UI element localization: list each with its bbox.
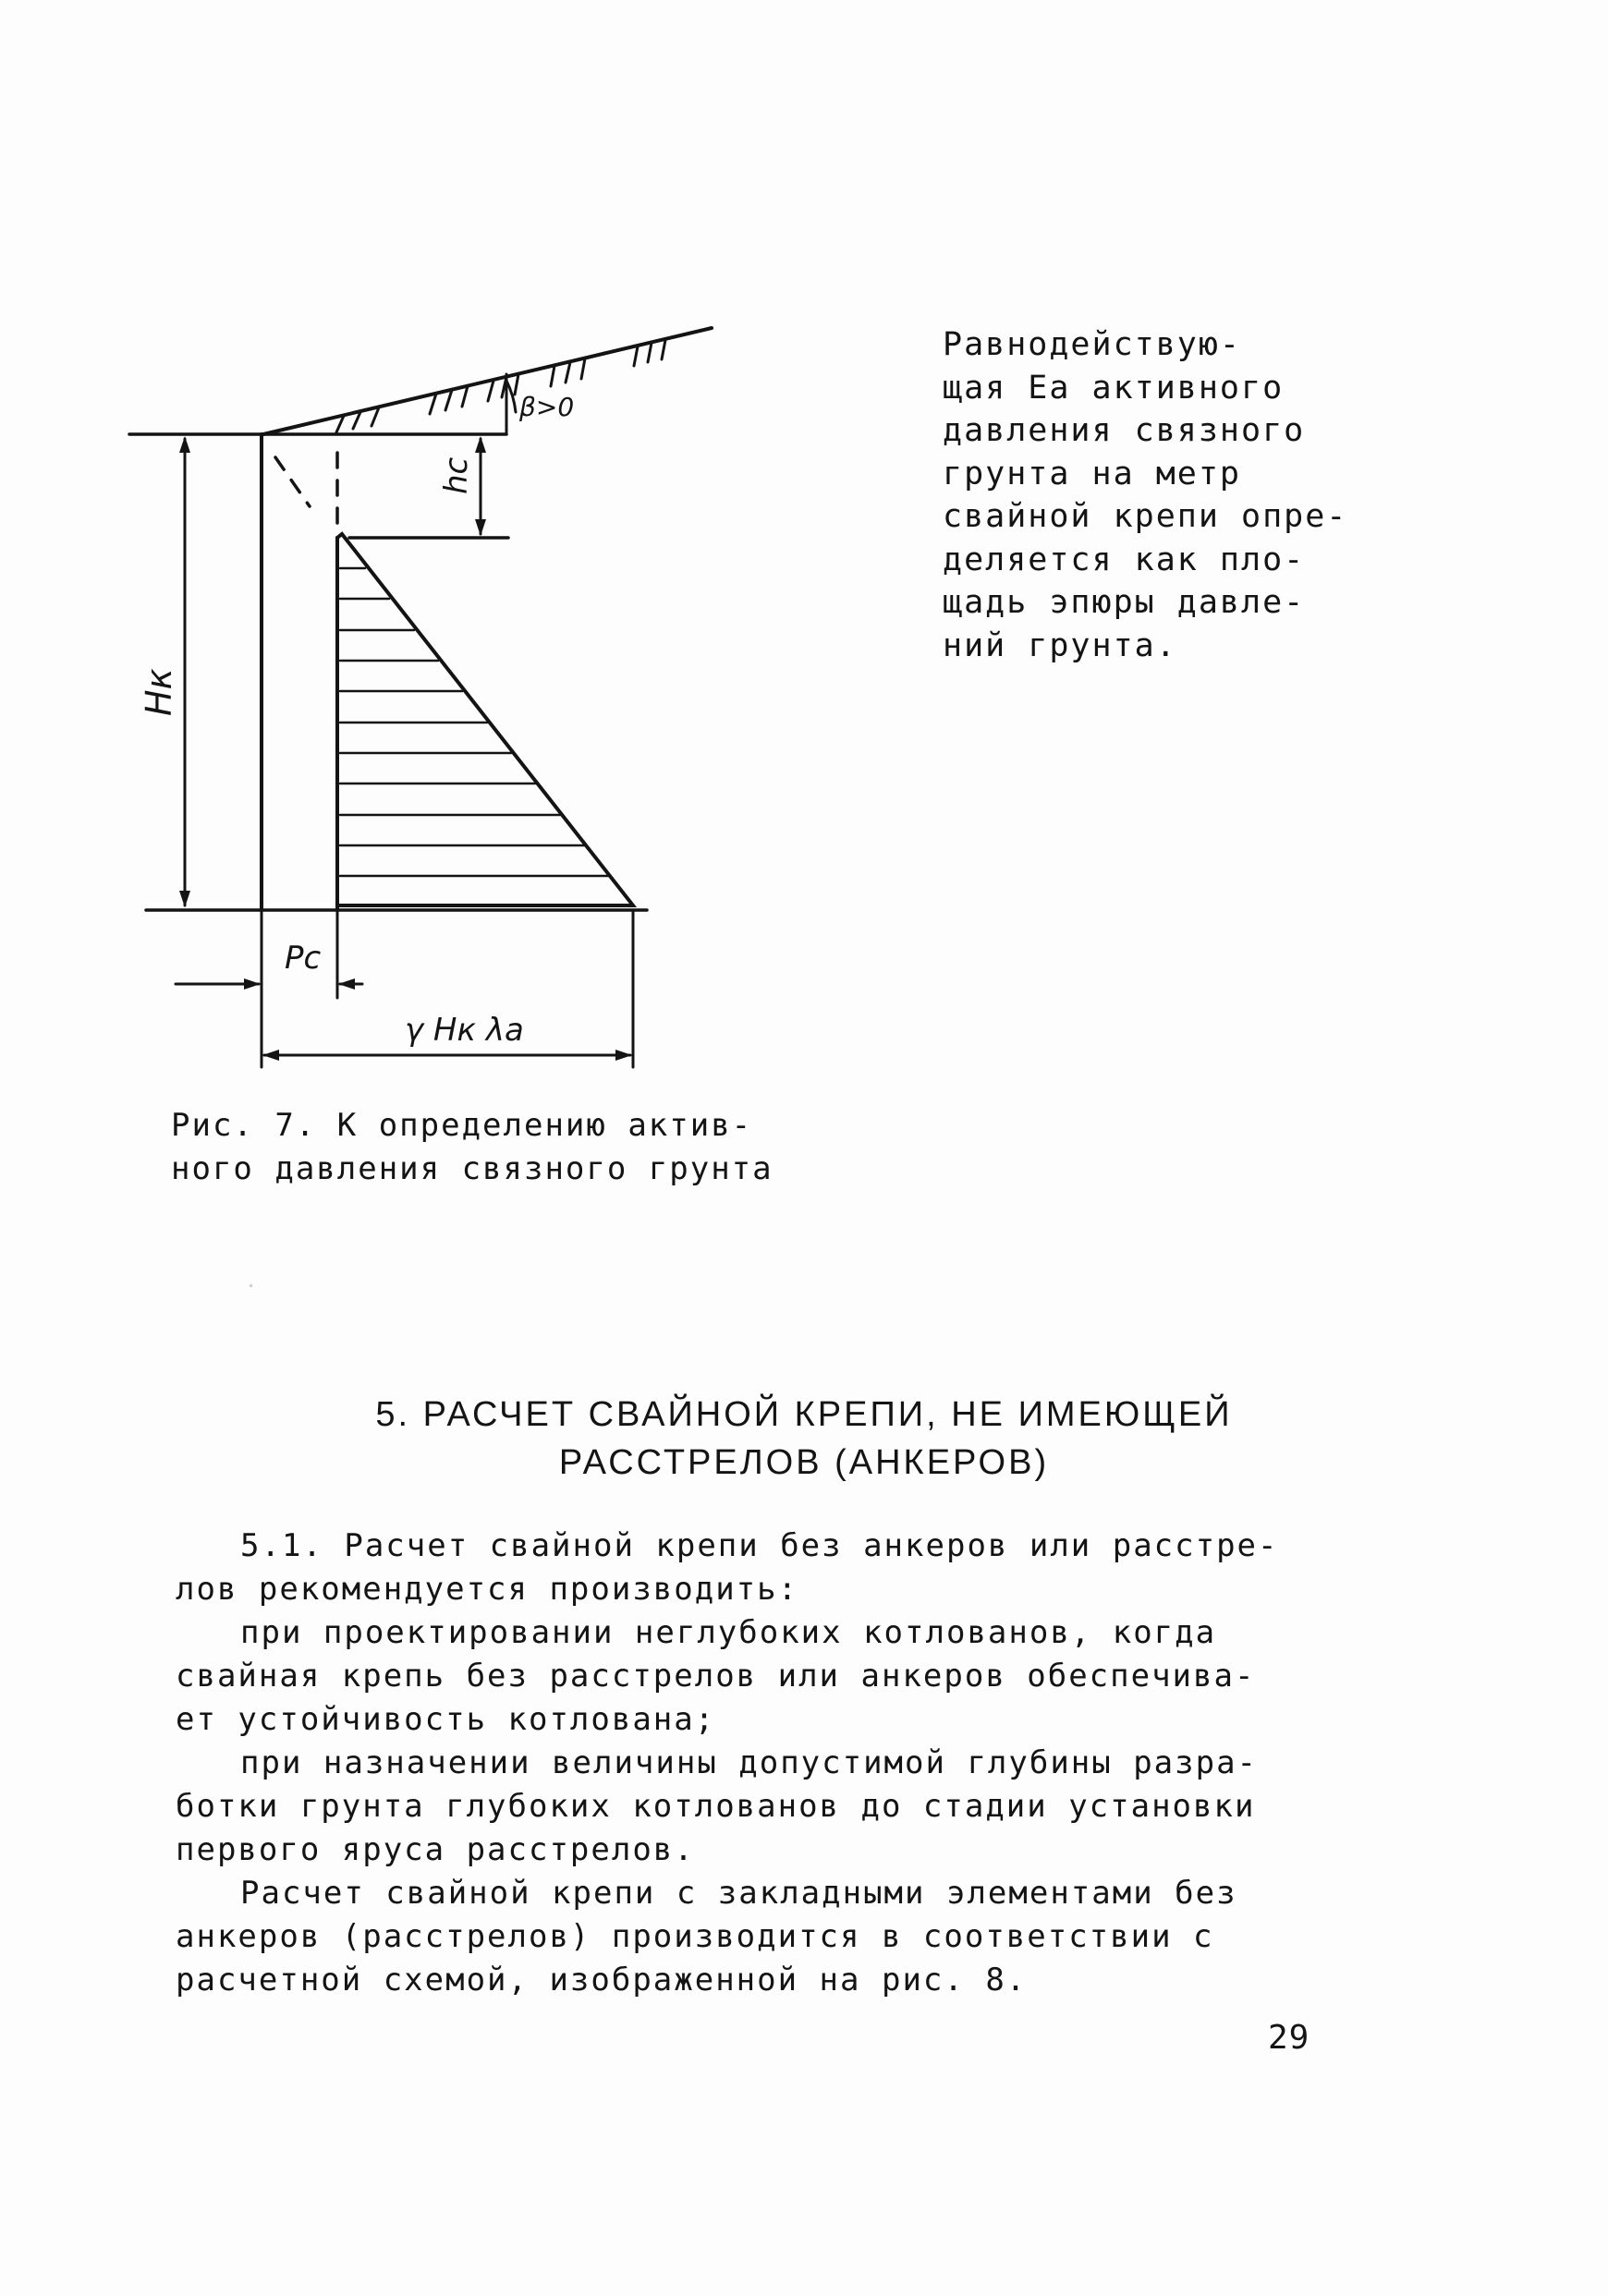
- body-text: [176, 1525, 1395, 2002]
- body-line: анкеров (расстрелов) производится в соответствии с: [176, 1918, 1214, 1955]
- slope-surface: [263, 328, 712, 434]
- body-line: первого яруса расстрелов.: [176, 1831, 695, 1868]
- pc-label: Pc: [285, 940, 322, 977]
- pc-dimension: [176, 910, 362, 1067]
- bottom-label: γ Hк λa: [405, 1012, 524, 1049]
- body-line: Расчет свайной крепи с закладными элементами без: [240, 1875, 1237, 1912]
- body-line: ет устойчивость котлована;: [176, 1701, 716, 1738]
- side-note-line: давления связного: [943, 412, 1306, 449]
- side-note-line: Равнодействую-: [943, 326, 1242, 363]
- hk-dimension: [179, 436, 190, 907]
- pressure-hatching: [340, 568, 608, 876]
- page-number: 29: [1268, 2019, 1310, 2057]
- side-note-line: щая Eа активного: [943, 369, 1285, 407]
- side-note-line: щадь эпюры давле-: [943, 584, 1306, 621]
- pressure-diagram: [337, 534, 633, 905]
- body-line: свайная крепь без расстрелов или анкеров обеспечива-: [176, 1658, 1256, 1695]
- hc-dimension: [475, 436, 486, 536]
- sheet-pile-wall: [262, 434, 337, 910]
- slope-hatching: [336, 340, 665, 432]
- caption-line: Рис. 7. К определению актив-: [171, 1107, 753, 1144]
- heading-line: 5. РАСЧЕТ СВАЙНОЙ КРЕПИ, НЕ ИМЕЮЩЕЙ: [375, 1395, 1233, 1434]
- scan-speck: [250, 1284, 252, 1287]
- dashed-extension: [275, 453, 337, 536]
- section-heading: [0, 1391, 1608, 1487]
- body-line: ботки грунта глубоких котлованов до стадии установки: [176, 1788, 1256, 1825]
- side-note-line: деляется как пло-: [943, 541, 1306, 578]
- body-line: при проектировании неглубоких котлованов, когда: [240, 1614, 1217, 1651]
- body-line: лов рекомендуется производить:: [176, 1571, 799, 1608]
- side-note-line: грунта на метр: [943, 455, 1242, 492]
- caption-line: ного давления связного грунта: [171, 1150, 774, 1187]
- hc-label: hc: [438, 456, 475, 494]
- heading-line: РАССТРЕЛОВ (АНКЕРОВ): [558, 1443, 1050, 1482]
- beta-angle-mark: [506, 374, 516, 434]
- figure-caption: [171, 1104, 774, 1191]
- body-line: расчетной схемой, изображенной на рис. 8.: [176, 1962, 1028, 1998]
- side-note-line: ний грунта.: [943, 626, 1177, 664]
- body-line: 5.1. Расчет свайной крепи без анкеров или расстре-: [240, 1527, 1279, 1564]
- body-line: при назначении величины допустимой глубины разра-: [240, 1744, 1259, 1781]
- beta-label: β>0: [519, 392, 575, 422]
- earth-pressure-diagram: [111, 305, 758, 1081]
- side-note: [943, 323, 1423, 667]
- side-note-line: свайной крепи опре-: [943, 498, 1348, 535]
- hk-label: Hк: [139, 668, 179, 716]
- ground-lines: [129, 434, 647, 910]
